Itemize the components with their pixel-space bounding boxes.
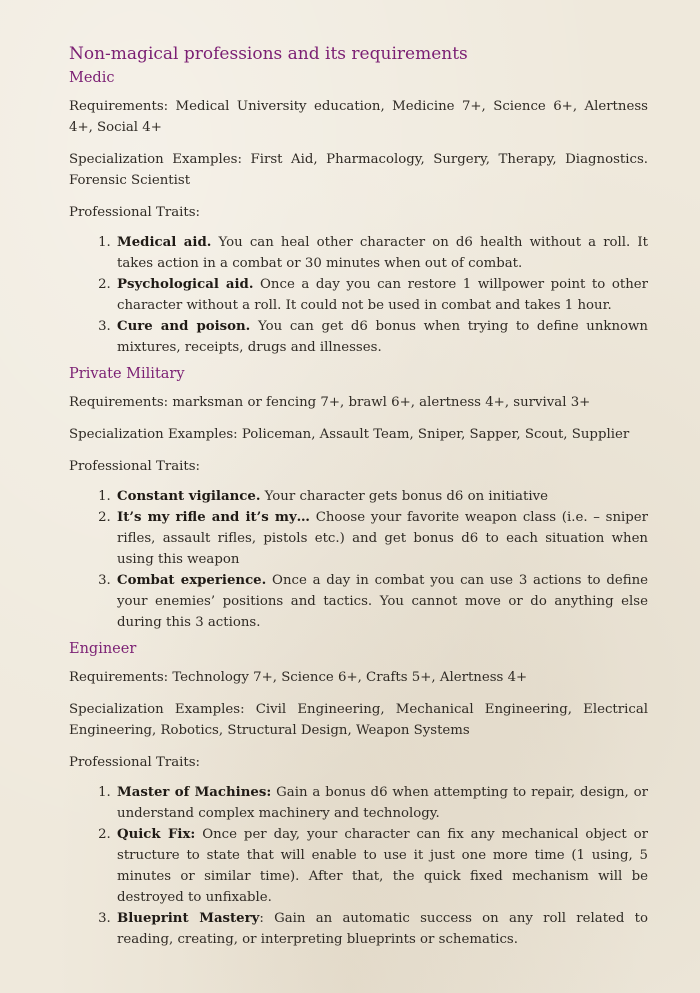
section-heading-engineer: Engineer	[69, 641, 137, 657]
trait-text: : Gain an automatic success on any roll related to reading, creating, or interpreting blueprints or schematics.	[117, 911, 649, 947]
trait-item	[115, 507, 648, 570]
requirements-engineer: Requirements: Technology 7+, Science 6+, Crafts 5+, Alertness 4+	[69, 670, 528, 685]
trait-text: Once a day in combat you can use 3 actions to define your enemies’ positions and tactics. You cannot move or do anything else during this 3 actions.	[117, 573, 649, 630]
requirements-private-military: Requirements: marksman or fencing 7+, brawl 6+, alertness 4+, survival 3+	[69, 395, 591, 410]
trait-name: Combat experience.	[117, 573, 267, 588]
traits-label-engineer: Professional Traits:	[69, 755, 201, 770]
trait-text: You can get d6 bonus when trying to define unknown mixtures, receipts, drugs and illnesses.	[117, 319, 648, 355]
section-heading-medic: Medic	[69, 70, 115, 86]
specialization-medic: Specialization Examples: First Aid, Pharmacology, Surgery, Therapy, Diagnostics. Forensic Scientist	[69, 152, 648, 188]
section-heading-private-military: Private Military	[69, 366, 185, 382]
section-private-military	[69, 366, 648, 633]
trait-name: Constant vigilance.	[117, 489, 261, 504]
trait-item	[115, 316, 648, 358]
traits-list-private-military	[69, 486, 648, 633]
trait-name: Psychological aid.	[117, 277, 254, 292]
trait-item	[115, 908, 648, 950]
page-title: Non-magical professions and its requirements	[69, 44, 468, 64]
trait-text: Once per day, your character can fix any mechanical object or structure to state that will enable to use it just one more time (1 using, 5 minutes or similar time). After that, the quick fixed mechanism will be destroyed to unfixable.	[117, 827, 648, 905]
specialization-private-military: Specialization Examples: Policeman, Assault Team, Sniper, Sapper, Scout, Supplier	[69, 427, 630, 442]
trait-item	[115, 232, 648, 274]
trait-text: Gain a bonus d6 when attempting to repair, design, or understand complex machinery and technology.	[117, 785, 648, 821]
trait-item	[115, 782, 648, 824]
trait-name: Master of Machines:	[117, 785, 272, 800]
specialization-engineer: Specialization Examples: Civil Engineering, Mechanical Engineering, Electrical Engineering, Robotics, Structural Design, Weapon Systems	[69, 702, 648, 738]
trait-name: It’s my rifle and it’s my…	[117, 510, 310, 525]
trait-text: You can heal other character on d6 health without a roll. It takes action in a combat or 30 minutes when out of combat.	[117, 235, 648, 271]
trait-item	[115, 570, 648, 633]
section-engineer	[69, 641, 648, 950]
trait-name: Blueprint Mastery	[117, 911, 260, 926]
traits-label-medic: Professional Traits:	[69, 205, 201, 220]
trait-name: Cure and poison.	[117, 319, 251, 334]
trait-item	[115, 486, 648, 507]
trait-item	[115, 824, 648, 908]
section-medic	[69, 70, 648, 358]
traits-label-private-military: Professional Traits:	[69, 459, 201, 474]
requirements-medic: Requirements: Medical University education, Medicine 7+, Science 6+, Alertness 4+, Social 4+	[69, 99, 648, 135]
trait-item	[115, 274, 648, 316]
trait-text: Your character gets bonus d6 on initiative	[260, 489, 548, 504]
trait-name: Quick Fix:	[117, 827, 196, 842]
traits-list-medic	[69, 232, 648, 358]
traits-list-engineer	[69, 782, 648, 950]
trait-text: Once a day you can restore 1 willpower point to other character without a roll. It could not be used in combat and takes 1 hour.	[117, 277, 648, 313]
trait-text: Choose your favorite weapon class (i.e. – sniper rifles, assault rifles, pistols etc.) and get bonus d6 to each situation when using this weapon	[117, 510, 649, 567]
trait-name: Medical aid.	[117, 235, 212, 250]
